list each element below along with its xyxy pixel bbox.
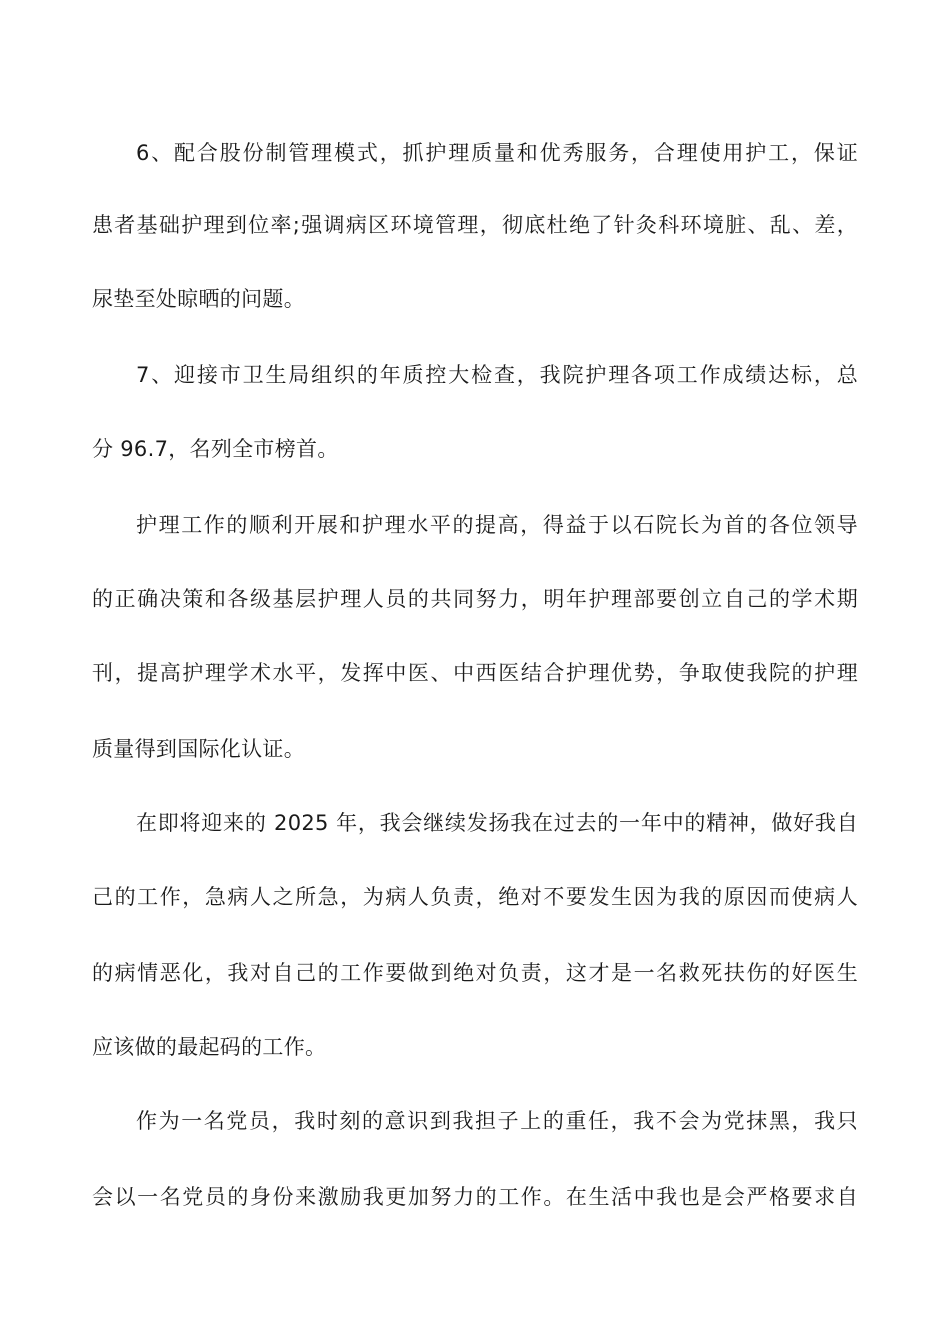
text-line: 质量得到国际化认证。 [92, 737, 305, 761]
text-line: 分 96.7，名列全市榜首。 [92, 437, 339, 461]
text-line: 会以一名党员的身份来激励我更加努力的工作。在生活中我也是会严格要求自 [92, 1185, 858, 1209]
text-line: 的病情恶化，我对自己的工作要做到绝对负责，这才是一名救死扶伤的好医生 [92, 961, 858, 985]
text-line: 护理工作的顺利开展和护理水平的提高，得益于以石院长为首的各位领导 [136, 513, 858, 537]
text-line: 的正确决策和各级基层护理人员的共同努力，明年护理部要创立自己的学术期 [92, 587, 858, 611]
text-line: 7、迎接市卫生局组织的年质控大检查，我院护理各项工作成绩达标，总 [136, 363, 858, 387]
text-line: 6、配合股份制管理模式，抓护理质量和优秀服务，合理使用护工，保证 [136, 141, 858, 165]
text-line: 尿垫至处晾晒的问题。 [92, 287, 305, 311]
text-line: 患者基础护理到位率;强调病区环境管理，彻底杜绝了针灸科环境脏、乱、差， [92, 213, 858, 237]
text-line: 己的工作，急病人之所急，为病人负责，绝对不要发生因为我的原因而使病人 [92, 885, 858, 909]
text-line: 在即将迎来的 2025 年，我会继续发扬我在过去的一年中的精神，做好我自 [136, 811, 858, 835]
text-line: 应该做的最起码的工作。 [92, 1035, 327, 1059]
text-line: 作为一名党员，我时刻的意识到我担子上的重任，我不会为党抹黑，我只 [136, 1109, 858, 1133]
text-line: 刊，提高护理学术水平，发挥中医、中西医结合护理优势，争取使我院的护理 [92, 661, 858, 685]
